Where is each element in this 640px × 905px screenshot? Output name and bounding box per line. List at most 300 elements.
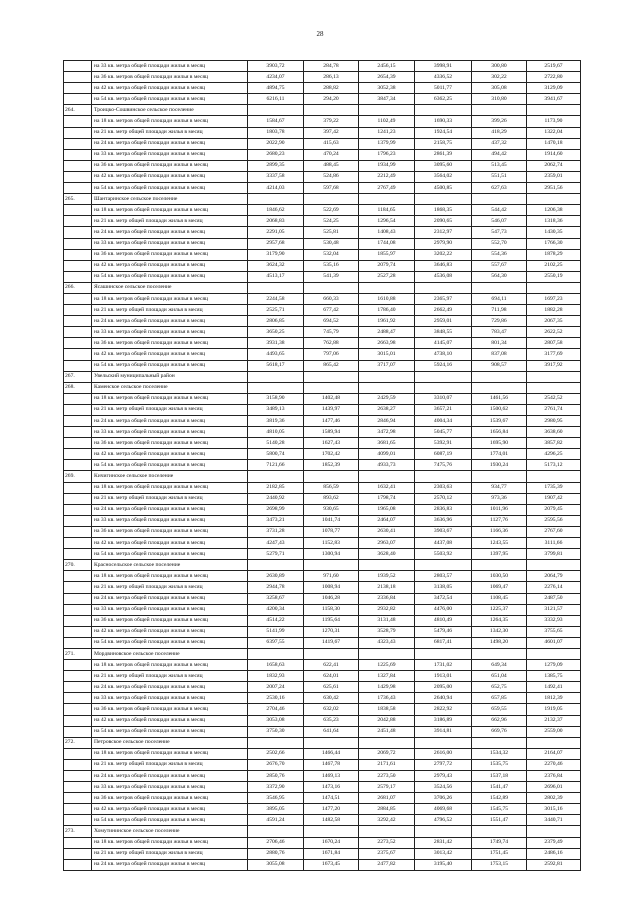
value-cell: 1322,04	[527, 127, 581, 138]
value-cell: 4933,73	[359, 460, 415, 471]
value-cell: 2464,07	[359, 515, 415, 526]
value-cell: 1690,33	[415, 116, 472, 127]
table-row	[64, 438, 581, 449]
empty-cell	[248, 382, 304, 393]
table-row	[64, 338, 581, 349]
value-cell: 2959,01	[415, 316, 472, 327]
value-cell: 2542,52	[527, 393, 581, 404]
empty-cell	[248, 648, 304, 659]
value-cell: 2884,85	[359, 804, 415, 815]
value-cell: 635,23	[304, 715, 359, 726]
value-cell: 3055,08	[248, 859, 304, 870]
section-title: Шантаринское сельское поселение	[92, 194, 248, 205]
value-cell: 5045,77	[415, 427, 472, 438]
value-cell: 2761,74	[527, 404, 581, 415]
value-cell: 1786,40	[359, 305, 415, 316]
row-label: на 24 кв. метра общей площади жилья в месяц	[92, 416, 248, 427]
table-row	[64, 859, 581, 870]
value-cell: 1011,96	[472, 504, 527, 515]
table-row	[64, 804, 581, 815]
empty-cell	[415, 105, 472, 116]
value-cell: 3332,93	[527, 615, 581, 626]
row-label: на 42 кв. метра общей площади жилья в месяц	[92, 538, 248, 549]
value-cell: 2846,94	[359, 416, 415, 427]
table-row	[64, 460, 581, 471]
value-cell: 1470,18	[527, 138, 581, 149]
row-label: на 21 кв. метр общей площади жилья в месяц	[92, 582, 248, 593]
value-cell: 1467,78	[304, 759, 359, 770]
empty-cell	[248, 371, 304, 382]
table-row	[64, 493, 581, 504]
row-label: на 54 кв. метра общей площади жилья в месяц	[92, 549, 248, 560]
value-cell: 1439,97	[304, 404, 359, 415]
row-number-cell	[64, 793, 92, 804]
value-cell: 1930,24	[472, 460, 527, 471]
value-cell: 3624,32	[248, 260, 304, 271]
value-cell: 522,69	[304, 205, 359, 216]
value-cell: 657,85	[472, 693, 527, 704]
value-cell: 1430,35	[527, 227, 581, 238]
empty-cell	[359, 471, 415, 482]
value-cell: 1108,45	[472, 593, 527, 604]
value-cell: 530,48	[304, 238, 359, 249]
value-cell: 597,68	[304, 183, 359, 194]
value-cell: 3053,08	[248, 715, 304, 726]
row-label: на 54 кв. метра общей площади жилья в месяц	[92, 815, 248, 826]
value-cell: 6362,25	[415, 94, 472, 105]
value-cell: 5140,28	[248, 438, 304, 449]
value-cell: 1961,92	[359, 316, 415, 327]
row-number-cell	[64, 726, 92, 737]
value-cell: 488,45	[304, 160, 359, 171]
value-cell: 2979,43	[415, 771, 472, 782]
value-cell: 2559,00	[527, 726, 581, 737]
empty-cell	[472, 382, 527, 393]
section-number: 267.	[64, 371, 92, 382]
value-cell: 1852,39	[304, 460, 359, 471]
value-cell: 1627,43	[304, 438, 359, 449]
empty-cell	[304, 105, 359, 116]
value-cell: 4323,43	[359, 637, 415, 648]
row-number-cell	[64, 338, 92, 349]
value-cell: 1158,30	[304, 604, 359, 615]
empty-cell	[359, 282, 415, 293]
row-number-cell	[64, 637, 92, 648]
value-cell: 2527,28	[359, 271, 415, 282]
value-cell: 4500,85	[415, 183, 472, 194]
row-number-cell	[64, 693, 92, 704]
value-cell: 1534,32	[472, 748, 527, 759]
value-cell: 554,36	[472, 249, 527, 260]
value-cell: 5392,91	[415, 438, 472, 449]
section-number: 266.	[64, 282, 92, 293]
value-cell: 1184,65	[359, 205, 415, 216]
row-number-cell	[64, 416, 92, 427]
table-row	[64, 726, 581, 737]
value-cell: 3524,56	[415, 782, 472, 793]
value-cell: 399,26	[472, 116, 527, 127]
value-cell: 2944,78	[248, 582, 304, 593]
value-cell: 1796,23	[359, 149, 415, 160]
row-label: на 54 кв. метра общей площади жилья в месяц	[92, 360, 248, 371]
empty-cell	[304, 560, 359, 571]
value-cell: 2797,72	[415, 759, 472, 770]
section-number: 273.	[64, 826, 92, 837]
value-cell: 625,61	[304, 682, 359, 693]
row-label: на 36 кв. метров общей площади жилья в месяц	[92, 438, 248, 449]
empty-cell	[248, 737, 304, 748]
value-cell: 627,63	[472, 183, 527, 194]
table-row	[64, 316, 581, 327]
table-row	[64, 571, 581, 582]
value-cell: 3131,48	[359, 615, 415, 626]
value-cell: 2802,39	[527, 793, 581, 804]
value-cell: 1965,08	[359, 504, 415, 515]
row-number-cell	[64, 205, 92, 216]
value-cell: 5279,71	[248, 549, 304, 560]
row-number-cell	[64, 615, 92, 626]
value-cell: 893,62	[304, 493, 359, 504]
value-cell: 1429,98	[359, 682, 415, 693]
value-cell: 4894,75	[248, 83, 304, 94]
empty-cell	[359, 382, 415, 393]
row-number-cell	[64, 782, 92, 793]
value-cell: 908,57	[472, 360, 527, 371]
table-row	[64, 127, 581, 138]
value-cell: 1551,47	[472, 815, 527, 826]
row-label: на 33 кв. метра общей площади жилья в месяц	[92, 515, 248, 526]
value-cell: 3564,02	[415, 171, 472, 182]
row-label: на 18 кв. метров общей площади жилья в месяц	[92, 116, 248, 127]
table-row	[64, 526, 581, 537]
value-cell: 971,60	[304, 571, 359, 582]
empty-cell	[415, 382, 472, 393]
row-label: на 18 кв. метров общей площади жилья в месяц	[92, 837, 248, 848]
row-label: на 36 кв. метров общей площади жилья в месяц	[92, 615, 248, 626]
value-cell: 1477,20	[304, 804, 359, 815]
value-cell: 2487,50	[527, 593, 581, 604]
table-row	[64, 260, 581, 271]
section-number: 269.	[64, 471, 92, 482]
section-title: Увельский муниципальный район	[92, 371, 248, 382]
row-number-cell	[64, 837, 92, 848]
value-cell: 2244,58	[248, 293, 304, 304]
value-cell: 6087,19	[415, 449, 472, 460]
table-row	[64, 216, 581, 227]
empty-cell	[248, 471, 304, 482]
value-cell: 2212,49	[359, 171, 415, 182]
row-label: на 54 кв. метра общей площади жилья в месяц	[92, 460, 248, 471]
row-label: на 21 кв. метр общей площади жилья в месяц	[92, 127, 248, 138]
table-body	[64, 61, 581, 871]
section-header-row	[64, 648, 581, 659]
row-number-cell	[64, 260, 92, 271]
empty-cell	[415, 737, 472, 748]
row-number-cell	[64, 515, 92, 526]
value-cell: 1379,99	[359, 138, 415, 149]
value-cell: 7121,66	[248, 460, 304, 471]
row-label: на 42 кв. метра общей площади жилья в месяц	[92, 449, 248, 460]
section-header-row	[64, 560, 581, 571]
section-number: 264.	[64, 105, 92, 116]
value-cell: 1419,67	[304, 637, 359, 648]
value-cell: 552,70	[472, 238, 527, 249]
section-title: Троицко-Сошвинское сельское поселение	[92, 105, 248, 116]
value-cell: 1914,60	[527, 149, 581, 160]
value-cell: 2570,12	[415, 493, 472, 504]
row-number-cell	[64, 360, 92, 371]
row-label: на 18 кв. метров общей площади жилья в месяц	[92, 748, 248, 759]
value-cell: 1500,62	[472, 404, 527, 415]
value-cell: 2079,74	[359, 260, 415, 271]
value-cell: 3138,05	[415, 582, 472, 593]
row-number-cell	[64, 61, 92, 72]
value-cell: 2638,27	[359, 404, 415, 415]
value-cell: 1466,44	[304, 748, 359, 759]
value-cell: 3636,96	[415, 515, 472, 526]
value-cell: 3717,07	[359, 360, 415, 371]
empty-cell	[304, 371, 359, 382]
value-cell: 3903,67	[415, 526, 472, 537]
row-label: на 24 кв. метра общей площади жилья в месяц	[92, 504, 248, 515]
table-row	[64, 360, 581, 371]
value-cell: 1397,95	[472, 549, 527, 560]
row-number-cell	[64, 582, 92, 593]
value-cell: 2273,50	[359, 771, 415, 782]
value-cell: 2376,84	[527, 771, 581, 782]
value-cell: 2706,46	[248, 837, 304, 848]
table-row	[64, 404, 581, 415]
table-row	[64, 149, 581, 160]
value-cell: 310,80	[472, 94, 527, 105]
table-row	[64, 427, 581, 438]
value-cell: 1541,47	[472, 782, 527, 793]
empty-cell	[527, 560, 581, 571]
row-number-cell	[64, 671, 92, 682]
value-cell: 3628,40	[359, 549, 415, 560]
value-cell: 2336,84	[359, 593, 415, 604]
value-cell: 1670,24	[304, 837, 359, 848]
empty-cell	[304, 471, 359, 482]
value-cell: 3095,60	[415, 160, 472, 171]
value-cell: 934,77	[472, 482, 527, 493]
value-cell: 2963,07	[359, 538, 415, 549]
value-cell: 3646,83	[415, 260, 472, 271]
value-cell: 2662,49	[415, 305, 472, 316]
value-cell: 2767,60	[527, 526, 581, 537]
value-cell: 1474,51	[304, 793, 359, 804]
value-cell: 3638,60	[527, 427, 581, 438]
value-cell: 3310,07	[415, 393, 472, 404]
row-number-cell	[64, 804, 92, 815]
value-cell: 2486,16	[527, 848, 581, 859]
value-cell: 2836,83	[415, 504, 472, 515]
section-header-row	[64, 282, 581, 293]
value-cell: 2767,49	[359, 183, 415, 194]
empty-cell	[304, 194, 359, 205]
value-cell: 1907,42	[527, 493, 581, 504]
empty-cell	[304, 737, 359, 748]
section-header-row	[64, 105, 581, 116]
table-row	[64, 782, 581, 793]
value-cell: 4536,08	[415, 271, 472, 282]
table-row	[64, 538, 581, 549]
value-cell: 2359,01	[527, 171, 581, 182]
value-cell: 3755,65	[527, 626, 581, 637]
row-label: на 42 кв. метра общей площади жилья в месяц	[92, 83, 248, 94]
value-cell: 1270,31	[304, 626, 359, 637]
value-cell: 1046,28	[304, 593, 359, 604]
value-cell: 3819,36	[248, 416, 304, 427]
row-number-cell	[64, 549, 92, 560]
value-cell: 2365,97	[415, 293, 472, 304]
row-label: на 21 кв. метр общей площади жилья в месяц	[92, 305, 248, 316]
row-number-cell	[64, 859, 92, 870]
empty-cell	[359, 371, 415, 382]
value-cell: 1473,16	[304, 782, 359, 793]
table-row	[64, 293, 581, 304]
value-cell: 1225,37	[472, 604, 527, 615]
empty-cell	[415, 371, 472, 382]
table-row	[64, 682, 581, 693]
empty-cell	[359, 194, 415, 205]
section-title: Ясашинское сельское поселение	[92, 282, 248, 293]
row-label: на 33 кв. метра общей площади жилья в месяц	[92, 238, 248, 249]
value-cell: 4738,10	[415, 349, 472, 360]
row-label: на 36 кв. метров общей площади жилья в месяц	[92, 338, 248, 349]
value-cell: 783,47	[472, 327, 527, 338]
table-row	[64, 837, 581, 848]
value-cell: 4810,49	[415, 615, 472, 626]
empty-cell	[472, 371, 527, 382]
row-number-cell	[64, 160, 92, 171]
section-header-row	[64, 826, 581, 837]
value-cell: 4336,52	[415, 72, 472, 83]
table-row	[64, 160, 581, 171]
table-row	[64, 848, 581, 859]
empty-cell	[527, 371, 581, 382]
value-cell: 2722,80	[527, 72, 581, 83]
row-number-cell	[64, 393, 92, 404]
value-cell: 3848,55	[415, 327, 472, 338]
value-cell: 659,55	[472, 704, 527, 715]
value-cell: 2831,42	[415, 837, 472, 848]
value-cell: 762,88	[304, 338, 359, 349]
value-cell: 1469,13	[304, 771, 359, 782]
section-title: Мордвиновское сельское поселение	[92, 648, 248, 659]
value-cell: 2680,23	[248, 149, 304, 160]
row-label: на 24 кв. метра общей площади жилья в месяц	[92, 771, 248, 782]
empty-cell	[248, 105, 304, 116]
value-cell: 1492,41	[527, 682, 581, 693]
value-cell: 2951,56	[527, 183, 581, 194]
value-cell: 3158,90	[248, 393, 304, 404]
value-cell: 3731,28	[248, 526, 304, 537]
value-cell: 1166,36	[472, 526, 527, 537]
value-cell: 513,45	[472, 160, 527, 171]
value-cell: 2158,75	[415, 138, 472, 149]
empty-cell	[527, 194, 581, 205]
row-number-cell	[64, 305, 92, 316]
row-number-cell	[64, 249, 92, 260]
value-cell: 660,33	[304, 293, 359, 304]
value-cell: 973,36	[472, 493, 527, 504]
value-cell: 649,34	[472, 660, 527, 671]
value-cell: 1751,45	[472, 848, 527, 859]
value-cell: 1206,38	[527, 205, 581, 216]
value-cell: 3931,38	[248, 338, 304, 349]
value-cell: 3337,58	[248, 171, 304, 182]
value-cell: 2095,00	[415, 682, 472, 693]
value-cell: 2062,74	[527, 160, 581, 171]
value-cell: 1656,84	[472, 427, 527, 438]
row-number-cell	[64, 526, 92, 537]
value-cell: 2592,81	[527, 859, 581, 870]
value-cell: 524,86	[304, 171, 359, 182]
value-cell: 551,51	[472, 171, 527, 182]
table-row	[64, 416, 581, 427]
value-cell: 2064,79	[527, 571, 581, 582]
value-cell: 2822,92	[415, 704, 472, 715]
row-number-cell	[64, 504, 92, 515]
row-number-cell	[64, 759, 92, 770]
value-cell: 2622,52	[527, 327, 581, 338]
row-number-cell	[64, 771, 92, 782]
row-number-cell	[64, 715, 92, 726]
value-cell: 4476,00	[415, 604, 472, 615]
value-cell: 544,42	[472, 205, 527, 216]
value-cell: 541,39	[304, 271, 359, 282]
empty-cell	[527, 382, 581, 393]
value-cell: 2456,15	[359, 61, 415, 72]
row-number-cell	[64, 83, 92, 94]
value-cell: 294,20	[304, 94, 359, 105]
value-cell: 1671,84	[304, 848, 359, 859]
value-cell: 1882,28	[527, 305, 581, 316]
value-cell: 865,42	[304, 360, 359, 371]
value-cell: 3546,95	[248, 793, 304, 804]
value-cell: 2899,35	[248, 160, 304, 171]
row-number-cell	[64, 449, 92, 460]
value-cell: 2979,90	[415, 238, 472, 249]
value-cell: 745,79	[304, 327, 359, 338]
value-cell: 4234,07	[248, 72, 304, 83]
value-cell: 2182,85	[248, 482, 304, 493]
value-cell: 652,75	[472, 682, 527, 693]
value-cell: 535,16	[304, 260, 359, 271]
value-cell: 5800,74	[248, 449, 304, 460]
section-number: 271.	[64, 648, 92, 659]
row-number-cell	[64, 748, 92, 759]
value-cell: 2525,71	[248, 305, 304, 316]
row-number-cell	[64, 227, 92, 238]
row-number-cell	[64, 72, 92, 83]
table-row	[64, 660, 581, 671]
value-cell: 662,96	[472, 715, 527, 726]
table-row	[64, 704, 581, 715]
value-cell: 3472,98	[359, 427, 415, 438]
row-number-cell	[64, 94, 92, 105]
value-cell: 4810,05	[248, 427, 304, 438]
value-cell: 837,08	[472, 349, 527, 360]
table-row	[64, 61, 581, 72]
value-cell: 1195,64	[304, 615, 359, 626]
table-row	[64, 504, 581, 515]
row-label: на 33 кв. метра общей площади жилья в месяц	[92, 149, 248, 160]
value-cell: 801,34	[472, 338, 527, 349]
value-cell: 1735,39	[527, 482, 581, 493]
value-cell: 1030,50	[472, 571, 527, 582]
